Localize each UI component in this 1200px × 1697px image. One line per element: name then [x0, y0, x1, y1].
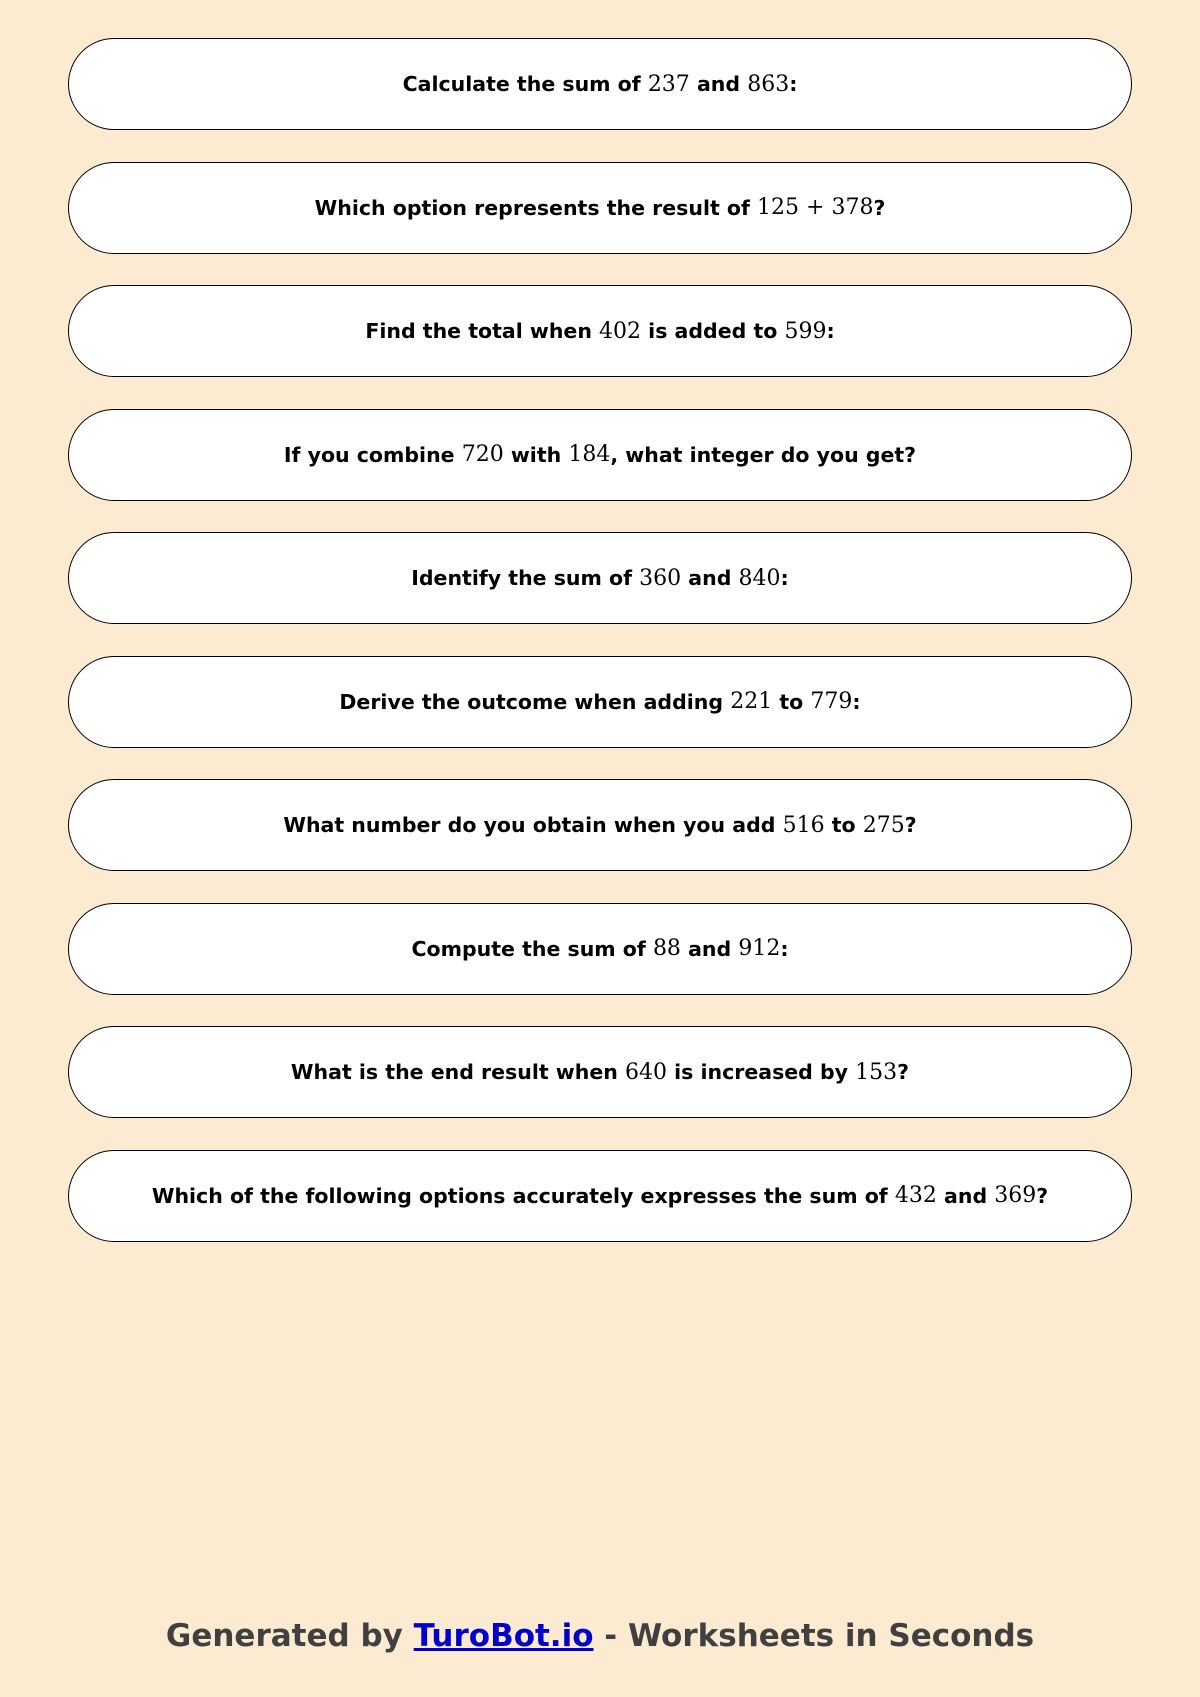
- footer-prefix: Generated by: [165, 1618, 414, 1654]
- question-text: ?: [873, 195, 886, 220]
- question-text: What number do you obtain when you add: [283, 813, 783, 837]
- question-pill: [68, 903, 1132, 995]
- question-text: , what integer do you get?: [610, 442, 917, 467]
- question-text: If you combine: [283, 442, 462, 467]
- question-text: Which option represents the result of: [314, 195, 758, 220]
- question-pill: [68, 1026, 1132, 1118]
- question-pill: [68, 1150, 1132, 1242]
- question-text: and: [680, 936, 739, 961]
- question-text: What is the end result when: [290, 1060, 625, 1084]
- question-text: to: [824, 813, 863, 837]
- question-text: is increased by: [666, 1060, 856, 1084]
- footer-suffix: - Worksheets in Seconds: [593, 1618, 1035, 1654]
- question-number: 237: [647, 71, 690, 97]
- question-text: and: [689, 72, 748, 96]
- question-text: with: [503, 442, 569, 467]
- question-text: Derive the outcome when adding: [339, 689, 731, 714]
- question-number: 599: [784, 318, 827, 344]
- question-pill: [68, 162, 1132, 254]
- question-number: 840: [738, 565, 781, 591]
- question-number: 360: [639, 565, 682, 591]
- question-number: 88: [652, 936, 681, 961]
- question-number: 432: [894, 1183, 937, 1208]
- question-pill: [68, 409, 1132, 501]
- question-pill: [68, 285, 1132, 377]
- question-pill: [68, 532, 1132, 624]
- question-number: 863: [747, 71, 790, 97]
- question-number: 402: [599, 318, 642, 344]
- question-number: 516: [782, 812, 825, 838]
- question-number: 369: [994, 1183, 1037, 1208]
- question-text: is added to: [641, 319, 785, 343]
- question-text: Compute the sum of: [411, 936, 653, 961]
- question-number: 153: [855, 1059, 898, 1085]
- question-number: 779: [810, 689, 853, 714]
- question-text: and: [681, 566, 739, 590]
- question-text: ?: [904, 813, 917, 837]
- question-text: Identify the sum of: [411, 566, 640, 590]
- question-text: and: [936, 1183, 995, 1208]
- question-pill: [68, 656, 1132, 748]
- question-number: 275: [862, 812, 905, 838]
- question-pill: [68, 38, 1132, 130]
- question-number: 720: [461, 442, 504, 467]
- question-text: ?: [897, 1060, 910, 1084]
- question-number: 221: [730, 689, 773, 714]
- question-list: [68, 38, 1132, 1273]
- question-number: 912: [738, 936, 781, 961]
- question-number: 640: [624, 1059, 667, 1085]
- turobot-link[interactable]: TuroBot.io: [413, 1618, 594, 1654]
- question-text: :: [826, 319, 835, 343]
- question-pill: [68, 779, 1132, 871]
- question-text: Find the total when: [365, 319, 600, 343]
- question-number: 125 + 378: [757, 195, 874, 220]
- question-text: :: [852, 689, 861, 714]
- question-text: to: [772, 689, 811, 714]
- question-text: Which of the following options accurately expresses the sum of: [151, 1183, 895, 1208]
- question-text: ?: [1036, 1183, 1049, 1208]
- question-text: :: [789, 72, 798, 96]
- footer: [0, 1618, 1200, 1654]
- question-text: :: [780, 566, 789, 590]
- question-number: 184: [568, 442, 611, 467]
- question-text: Calculate the sum of: [402, 72, 648, 96]
- question-text: :: [780, 936, 789, 961]
